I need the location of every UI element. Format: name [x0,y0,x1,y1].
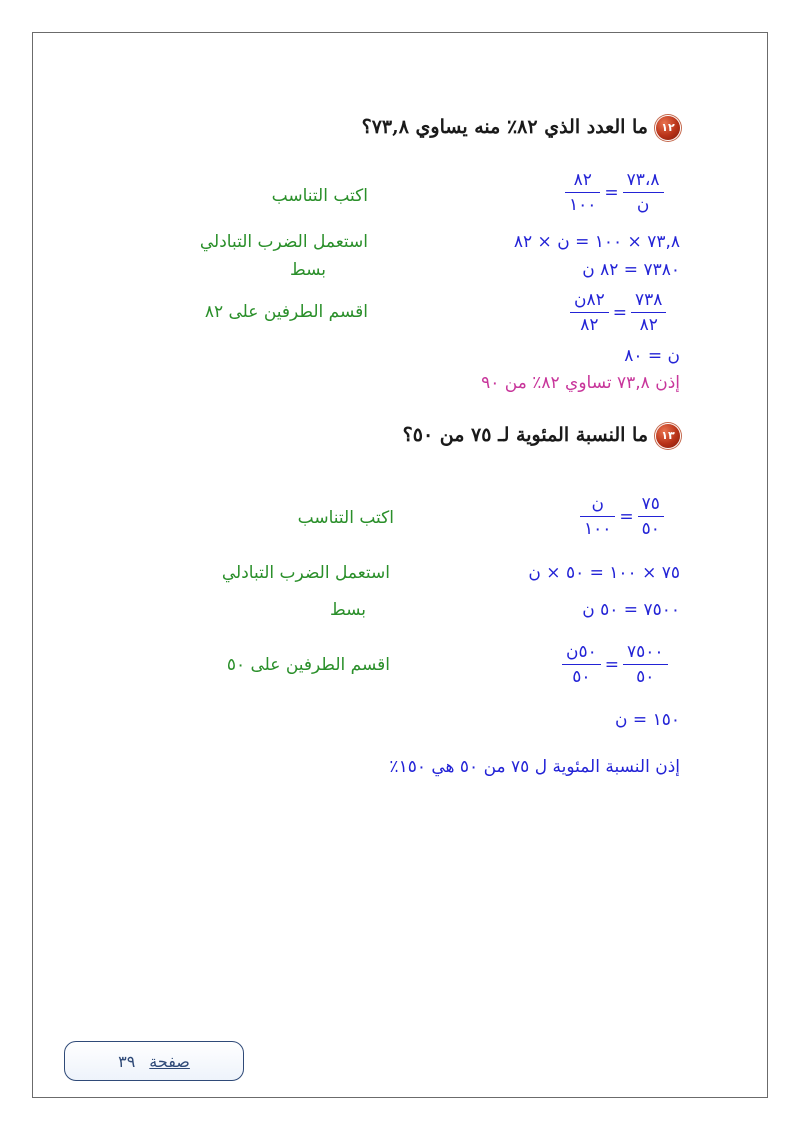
page-label: صفحة [149,1051,190,1071]
q13-simplify: ٧٥٠٠ = ٥٠ ن [582,600,680,620]
q13-cross-multiply: ٧٥ × ١٠٠ = ٥٠ × ن [528,563,680,583]
fraction: $\frac{٧٥٠٠}{٥٠}$ [623,640,668,689]
fraction: $\frac{٧٥}{٥٠}$ [638,492,664,541]
step-note: اكتب التناسب [297,508,394,528]
step-note: اقسم الطرفين على ٥٠ [226,655,390,675]
question-number-badge: ١٣ [656,424,680,448]
step-note: بسط [289,260,326,280]
fraction: $\frac{\text{٨٢ن}}{٨٢}$ [570,288,609,337]
page-number: ٣٩ [118,1051,136,1071]
fraction: $\frac{٧٣٨}{٨٢}$ [631,288,666,337]
step-note: اكتب التناسب [271,186,368,206]
q12-simplify: ٧٣٨٠ = ٨٢ ن [582,260,680,280]
step-note: بسط [329,600,366,620]
question-13-text: ما النسبة المئوية لـ ٧٥ من ٥٠؟ [402,424,648,446]
q12-conclusion: إذن ٧٣,٨ تساوي ٨٢٪ من ٩٠ [481,373,680,393]
question-12 [362,116,680,140]
step-note: استعمل الضرب التبادلي [199,232,368,252]
q13-result: ١٥٠ = ن [615,710,680,730]
q12-cross-multiply: ٧٣,٨ × ١٠٠ = ن × ٨٢ [513,232,680,252]
question-12-text: ما العدد الذي ٨٢٪ منه يساوي ٧٣,٨؟ [361,116,648,138]
q13-divide: $\frac{\text{٥٠ن}}{٥٠}$ = $\frac{٧٥٠٠}{٥٠}$ [562,640,668,689]
q12-divide: $\frac{\text{٨٢ن}}{٨٢}$ = $\frac{٧٣٨}{٨٢}$ [570,288,666,337]
fraction: $\frac{\text{ن}}{١٠٠}$ [580,492,615,541]
q13-conclusion: إذن النسبة المئوية ل ٧٥ من ٥٠ هي ١٥٠٪ [389,757,680,777]
step-note: اقسم الطرفين على ٨٢ [204,302,368,322]
q12-proportion: $\frac{٨٢}{١٠٠}$ = $\frac{٧٣،٨}{\text{ن}}$ [565,168,664,217]
question-13 [403,424,680,448]
fraction: $\frac{٧٣،٨}{\text{ن}}$ [623,168,664,217]
question-number-badge: ١٢ [656,116,680,140]
q13-proportion: $\frac{\text{ن}}{١٠٠}$ = $\frac{٧٥}{٥٠}$ [580,492,664,541]
fraction: $\frac{٨٢}{١٠٠}$ [565,168,600,217]
q12-result: ن = ٨٠ [624,346,680,366]
page-number-box [64,1041,244,1081]
step-note: استعمل الضرب التبادلي [221,563,390,583]
fraction: $\frac{\text{٥٠ن}}{٥٠}$ [562,640,601,689]
